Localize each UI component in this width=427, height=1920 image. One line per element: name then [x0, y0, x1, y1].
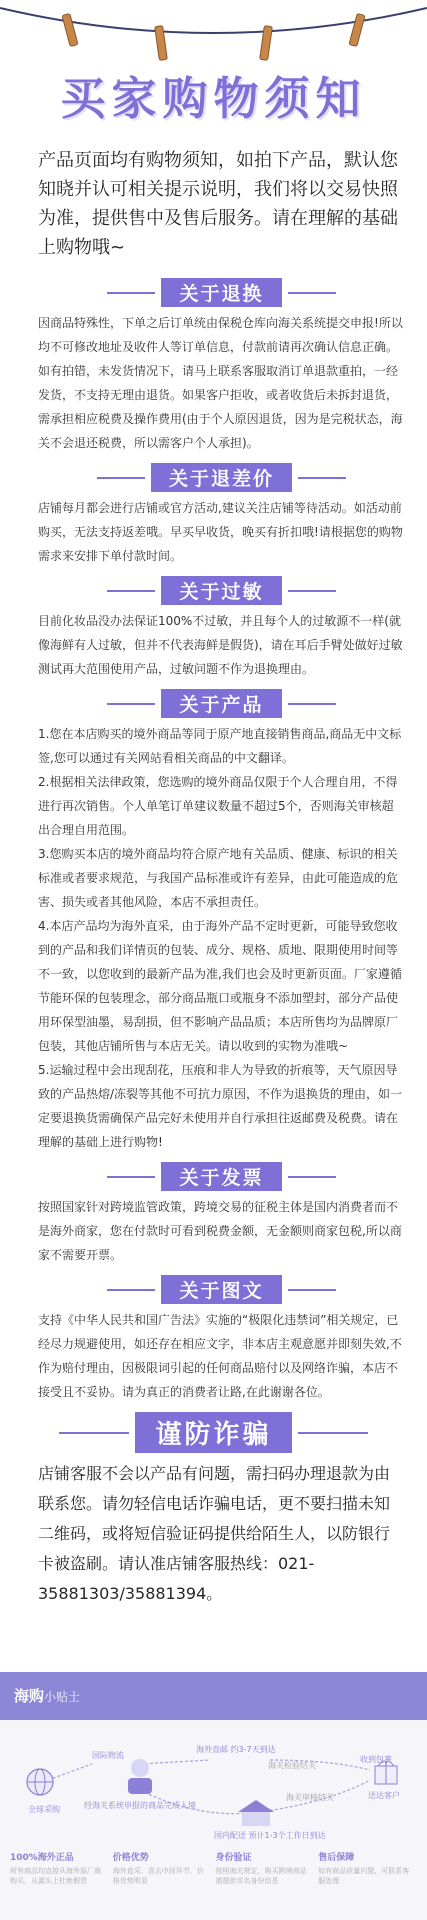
flow-step-label: 国内配送 预计1-3个工作日到达 [214, 1831, 326, 1840]
warehouse-icon [238, 1800, 274, 1826]
shipping-flow [0, 1720, 427, 1842]
section-title: 关于退换 [161, 278, 281, 307]
section-title: 关于产品 [161, 689, 281, 718]
divider-line [107, 292, 155, 294]
divider-line [288, 1176, 336, 1178]
tips-title: 海购 [14, 1687, 45, 1705]
section [0, 1275, 427, 1404]
feature-title: 100%海外正品 [10, 1853, 74, 1863]
tips-subtitle: 小贴士 [44, 1690, 81, 1704]
flow-step-label: 海外直邮 约3-7天到达 [196, 1745, 276, 1754]
section [0, 576, 427, 681]
section-title: 关于退差价 [151, 463, 292, 492]
section-paragraph: 5.运输过程中会出现刮花，压痕和非人为导致的折痕等，天气原因导致的产品热熔/冻裂等其他不可抗力原因，不作为退换货的理由，如一定要退换货需确保产品完好未使用并自行承担往返邮费及税费。请在理解的基础上进行购物! [38, 1063, 403, 1149]
flow-step-label: 海关审核结关 [286, 1793, 334, 1802]
feature-title: 价格优势 [112, 1853, 149, 1863]
feature-desc: 海外直采，省去中间环节，价格优势明显 [112, 1867, 204, 1885]
flow-diagram [0, 1720, 427, 1842]
section-header [38, 689, 405, 718]
divider-line [288, 703, 336, 705]
section-paragraph: 2.根据相关法律政策，您选购的境外商品仅限于个人合理自用，不得进行再次销售。个人单笔订单建议数量不超过5个，否则海关审核超出合理自用范围。 [38, 775, 398, 837]
flow-step-label: 收到包裹 [360, 1755, 392, 1764]
divider-line [107, 703, 155, 705]
fraud-header [0, 1412, 427, 1453]
section-header [38, 1162, 405, 1191]
divider-line [288, 292, 336, 294]
section [0, 278, 427, 455]
flow-step-label: 经海关系统申报的商品完成入境 [84, 1801, 196, 1810]
divider-line [107, 590, 155, 592]
section-header [38, 278, 405, 307]
feature-title: 售后保障 [318, 1853, 355, 1863]
section-paragraph: 店铺每月都会进行店铺或官方活动,建议关注店铺等待活动。如活动前购买，无法支持返差哦。早买早收货，晚买有折扣哦!请根据您的购物需求来安排下单付款时间。 [38, 501, 403, 563]
flow-step-label: 送达客户 [368, 1791, 400, 1800]
section-header [38, 576, 405, 605]
feature-item [318, 1850, 421, 1886]
customs-officer-icon [128, 1759, 152, 1794]
section-title: 关于图文 [161, 1275, 281, 1304]
section-body [38, 1195, 405, 1267]
flow-step-label: 国际物流 [92, 1751, 124, 1760]
features-row [0, 1842, 427, 1886]
feature-title: 身份验证 [215, 1853, 252, 1863]
divider-line [59, 1432, 129, 1434]
section-paragraph: 3.您购买本店的境外商品均符合原产地有关品质、健康、标识的相关标准或者要求规范，与我国产品标准或许有差异，由此可能造成的危害、损失或者其他风险，本店不承担责任。 [38, 847, 399, 909]
globe-icon [27, 1769, 53, 1795]
divider-line [298, 477, 346, 479]
section-paragraph: 因商品特殊性，下单之后订单统由保税仓库向海关系统提交申报!所以均不可修改地址及收件人等订单信息，付款前请再次确认信息正确。如有拍错，未发货情况下，请马上联系客服取消订单退款重拍，一经发货，不支持无理由退货。如果客户拒收，或者收货后未拆封退货，需承担相应税费及操作费用(由于个人原因退货，因为是完税状态，海关不会退还税费，所以需客户个人承担)。 [38, 316, 403, 450]
section-body [38, 722, 405, 1154]
clothespin-icon [62, 14, 365, 61]
divider-line [298, 1432, 368, 1434]
section-header [38, 463, 405, 492]
section-body [38, 496, 405, 568]
section-paragraph: 4.本店产品均为海外直采，由于海外产品不定时更新，可能导致您收到的产品和我们详情页的包装、成分、规格、质地、限期使用时间等不一致，以您收到的最新产品为准,我们也会及时更新页面。厂家遵循节能环保的包装理念，部分商品瓶口或瓶身不添加塑封，部分产品使用环保型油墨，易刮损，但不影响产品品质；本店所售均为品牌原厂包装，其他店铺所售与本店无关。请以收到的实物为准哦~ [38, 919, 402, 1053]
header [0, 0, 427, 132]
tips-panel [0, 1672, 427, 1920]
divider-line [288, 590, 336, 592]
rope-decoration [0, 0, 427, 70]
divider-line [97, 477, 145, 479]
divider-line [107, 1176, 155, 1178]
section-title: 关于过敏 [161, 576, 281, 605]
section-body [38, 1308, 405, 1404]
page-title: 买家购物须知 [60, 72, 367, 125]
flow-step-label: 海关检验结关 [268, 1761, 316, 1770]
divider-line [288, 1289, 336, 1291]
section-body [38, 311, 405, 455]
section-header [38, 1275, 405, 1304]
section-title: 关于发票 [161, 1162, 281, 1191]
fraud-text: 店铺客服不会以产品有问题，需扫码办理退款为由联系您。请勿轻信电话诈骗电话，更不要扫描未知二维码，或将短信验证码提供给陌生人，以防银行卡被盗刷。请认准店铺客服热线：021-35881303/35881394。 [38, 1464, 391, 1603]
feature-desc: 按照海关规定，购买跨境商品需提供实名身份信息 [215, 1867, 307, 1885]
section [0, 689, 427, 1154]
divider-line [107, 1289, 155, 1291]
fraud-title: 谨防诈骗 [135, 1412, 291, 1453]
intro-text: 产品页面均有购物须知，如拍下产品，默认您知晓并认可相关提示说明，我们将以交易快照为准，提供售中及售后服务。请在理解的基础上购物哦~ [38, 150, 398, 258]
section [0, 463, 427, 568]
feature-item [10, 1850, 113, 1886]
section [0, 1162, 427, 1267]
feature-desc: 所有商品均直接从海外原厂商购买，从源头上杜绝假货 [10, 1867, 101, 1885]
tips-bar [0, 1672, 427, 1720]
feature-item [113, 1850, 216, 1886]
section-paragraph: 目前化妆品没办法保证100%不过敏，并且每个人的过敏源不一样(就像海鲜有人过敏，但并不代表海鲜是假货)，请在耳后手臂处做好过敏测试再大范围使用产品，过敏问题不作为退换理由。 [38, 614, 403, 676]
feature-item [216, 1850, 319, 1886]
feature-desc: 如有商品质量问题，可联系客服处理 [318, 1867, 410, 1885]
flow-step-label: 全球采购 [28, 1805, 60, 1814]
section-paragraph: 按照国家针对跨境监管政策，跨境交易的征税主体是国内消费者而不是海外商家，您在付款时可看到税费金额，无金额则商家包税,所以商家不需要开票。 [38, 1200, 402, 1262]
section-paragraph: 支持《中华人民共和国广告法》实施的“极限化违禁词”相关规定，已经尽力规避使用，如还存在相应文字，非本店主观意愿并即刻失效,不作为赔付理由，因极限词引起的任何商品赔付以及网络诈骗，本店不接受且不妥协。请为真正的消费者让路,在此谢谢各位。 [38, 1313, 402, 1399]
section-paragraph: 1.您在本店购买的境外商品等同于原产地直接销售商品,商品无中文标签,您可以通过有关网站看相关商品的中文翻译。 [38, 727, 402, 765]
section-body [38, 609, 405, 681]
